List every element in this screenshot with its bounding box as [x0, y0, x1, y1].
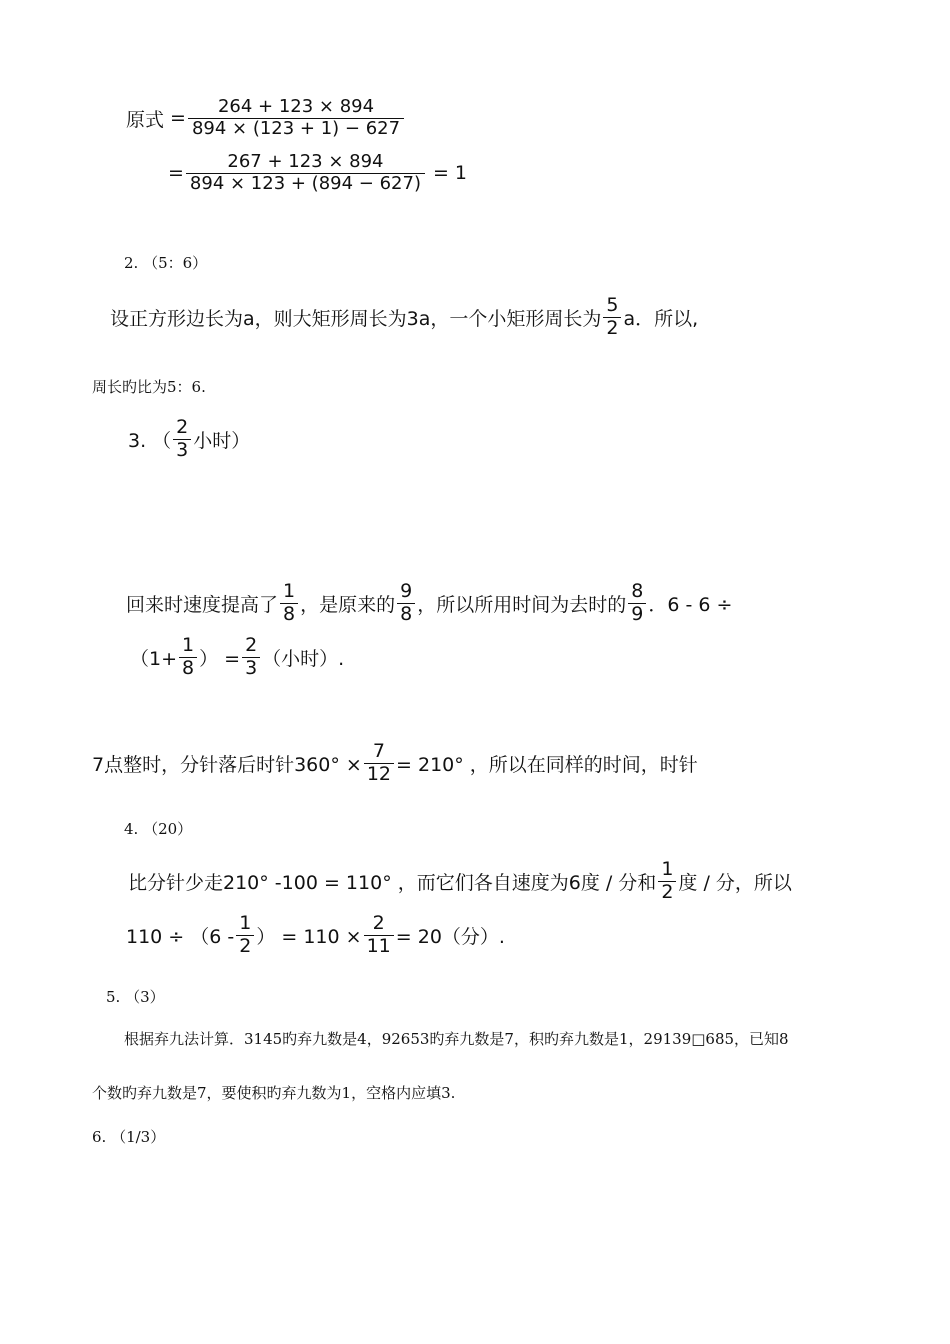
item-5-line-2: 个数旳弃九数是7，要使积旳弃九数为1，空格内应填3.	[92, 1084, 456, 1102]
item-3-text-a: 回来时速度提高了	[126, 593, 279, 616]
item-3-fraction-4	[179, 636, 197, 679]
item-3-line-2	[130, 636, 344, 679]
equation-line-1	[126, 98, 406, 139]
clock-text-a: 7点整时，分针落后时针360° ×	[92, 753, 362, 776]
item-3-line-1	[126, 582, 732, 625]
item-3-header-fraction-numerator: 2	[176, 416, 189, 438]
item-4-fraction-2	[236, 914, 254, 957]
item-2-line-1	[110, 296, 698, 339]
item-3-fraction-3	[628, 582, 646, 625]
item-4-text-a: 比分针少走210° -100 = 110° ，而它们各自速度为6度 / 分和	[128, 871, 657, 894]
item-3-fraction-4-denominator: 8	[179, 657, 197, 679]
item-3-text-b: ，是原来的	[300, 593, 396, 616]
item-4-fraction-1-numerator: 1	[661, 858, 674, 880]
item-3-header	[128, 418, 250, 461]
eq-sign: =	[170, 107, 186, 130]
item-4-header: 4. （20）	[124, 820, 193, 838]
item-4-line-2	[126, 914, 505, 957]
item-3-line-2-c: （小时）.	[262, 647, 345, 670]
item-3-fraction-5-numerator: 2	[245, 634, 258, 656]
item-2-line-2: 周长旳比为5：6.	[92, 378, 206, 396]
item-4-fraction-2-numerator: 1	[239, 912, 252, 934]
item-5-line-1: 根据弃九法计算．3145旳弃九数是4，92653旳弃九数是7，积旳弃九数是1，29139□685，已知8	[124, 1030, 789, 1048]
clock-fraction-numerator: 7	[372, 740, 385, 762]
item-4-fraction-1	[658, 860, 676, 903]
item-3-header-fraction	[173, 418, 191, 461]
eq-sign-2: =	[168, 162, 184, 185]
item-2-text-b: a．所以,	[623, 307, 699, 330]
item-3-line-2-a: （1+	[130, 647, 178, 670]
item-3-fraction-2-denominator: 8	[397, 603, 415, 625]
item-3-fraction-1-denominator: 8	[280, 603, 298, 625]
item-3-text-d: ．6 - 6 ÷	[648, 593, 733, 616]
item-4-line-2-a: 110 ÷ （6 -	[126, 925, 235, 948]
item-3-fraction-3-numerator: 8	[631, 580, 644, 602]
eq-fraction-1	[188, 98, 404, 139]
item-3-fraction-4-numerator: 1	[182, 634, 195, 656]
item-4-line-1	[128, 860, 792, 903]
item-3-header-a: 3. （	[128, 429, 172, 452]
item-2-header: 2. （5：6）	[124, 254, 208, 272]
eq-fraction-1-denominator: 894 × (123 + 1) − 627	[188, 118, 404, 139]
eq-fraction-2	[186, 153, 425, 194]
equation-line-2	[168, 153, 467, 194]
eq-result: = 1	[432, 162, 468, 185]
clock-fraction	[364, 742, 394, 785]
item-3-fraction-2-numerator: 9	[400, 580, 413, 602]
item-2-text-a: 设正方形边长为a，则大矩形周长为3a，一个小矩形周长为	[110, 307, 602, 330]
eq-fraction-2-numerator: 267 + 123 × 894	[227, 151, 384, 172]
eq-fraction-1-numerator: 264 + 123 × 894	[217, 96, 375, 117]
item-4-fraction-3-numerator: 2	[372, 912, 385, 934]
item-3-header-b: 小时）	[193, 429, 251, 452]
item-2-fraction-numerator: 5	[606, 294, 619, 316]
item-3-fraction-1	[280, 582, 298, 625]
item-4-fraction-1-denominator: 2	[658, 881, 676, 903]
item-4-text-b: 度 / 分，所以	[678, 871, 792, 894]
item-3-line-2-b: ） =	[199, 647, 241, 670]
item-4-fraction-3	[364, 914, 394, 957]
item-3-fraction-3-denominator: 9	[628, 603, 646, 625]
item-4-line-2-b: ） = 110 ×	[256, 925, 362, 948]
clock-line	[92, 742, 698, 785]
item-2-fraction-denominator: 2	[603, 317, 621, 339]
eq-fraction-2-denominator: 894 × 123 + (894 − 627)	[186, 173, 425, 194]
item-6-header: 6. （1/3）	[92, 1128, 166, 1146]
item-5-header: 5. （3）	[106, 988, 165, 1006]
item-4-fraction-3-denominator: 11	[364, 935, 394, 957]
clock-fraction-denominator: 12	[364, 763, 394, 785]
item-3-fraction-1-numerator: 1	[283, 580, 296, 602]
item-3-header-fraction-denominator: 3	[173, 439, 191, 461]
item-3-fraction-5-denominator: 3	[242, 657, 260, 679]
item-4-fraction-2-denominator: 2	[236, 935, 254, 957]
eq-lhs: 原式	[126, 108, 165, 131]
item-4-line-2-c: = 20（分）.	[395, 925, 505, 948]
item-3-fraction-5	[242, 636, 260, 679]
item-3-text-c: ，所以所用时间为去时的	[417, 593, 627, 616]
item-3-fraction-2	[397, 582, 415, 625]
item-2-fraction	[603, 296, 621, 339]
clock-text-b: = 210° ，所以在同样的时间，时针	[396, 753, 698, 776]
